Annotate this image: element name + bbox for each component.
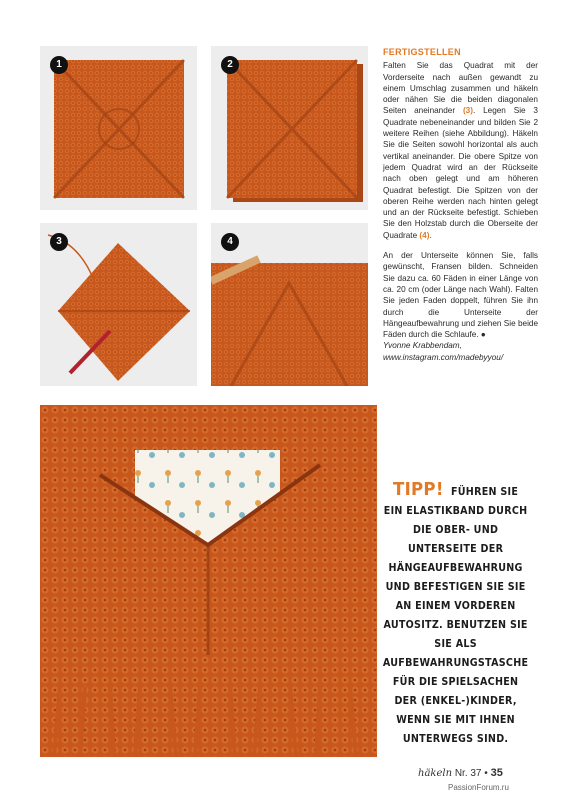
hanging-organizer-image: [40, 405, 377, 757]
author-url: www.instagram.com/madebyyou/: [383, 352, 504, 362]
step-photo-2: [211, 46, 368, 210]
page-footer: [418, 767, 503, 779]
step-number-badge: 4: [221, 233, 239, 251]
fringe-paragraph: [383, 250, 538, 363]
step-number-badge: 3: [50, 233, 68, 251]
tip-text: FÜHREN SIE EIN ELASTIKBAND DURCH DIE OBER- UND UNTERSEITE DER HÄNGEAUFBEWAHRUNG UND BEFESTIGEN SIE SIE AN EINEM VORDEREN AUTOSITZ. BENUTZEN SIE SIE ALS AUFBEWAHRUNGSTASCHE FÜR DIE SPIELSACHEN DER (ENKEL-)KINDER, WENN SIE MIT IHNEN UNTERWEGS SIND.: [382, 486, 529, 745]
step-number-badge: 1: [50, 56, 68, 74]
instructions-column: [383, 47, 538, 372]
tip-box: [382, 480, 529, 749]
figure-reference: (4): [419, 230, 430, 240]
page-number: 35: [490, 767, 503, 779]
watermark: PassionForum.ru: [448, 783, 509, 792]
step-photo-1: [40, 46, 197, 210]
figure-reference: (3): [462, 106, 473, 116]
footer-separator: •: [484, 768, 488, 779]
text-span: . Legen Sie 3 Quadrate nebeneinander und bilden Sie 2 weitere Reihen (siehe Abbildung). Häkeln Sie die Seiten sowohl horizontal als auch vertikal aneinander. Die obere Spitze von jedem Quadrat wird an der Rückseite nach oben gelegt und am höheren Quadrat befestigt. Die Spitzen von der oberen Reihe werden nach hinten gelegt und an der Rückseite befestigt. Schieben Sie den Holzstab durch die Oberseite der Quadrate: [383, 106, 538, 240]
text-span: .: [429, 230, 432, 240]
text-span: An der Unterseite können Sie, falls gewünscht, Fransen bilden. Schneiden Sie dazu ca. 60 Fäden in einer Länge von ca. 20 cm (oder Länge nach Wahl). Falten Sie jeden Faden doppelt, führen Sie ihn durch die Unterseite der Hängeaufbewahrung und ziehen Sie beide Fäden durch die Schlaufe. ●: [383, 251, 538, 340]
finished-organizer-photo: [40, 405, 377, 757]
author-credit: Yvonne Krabbendam,: [383, 341, 462, 351]
text-span: Falten Sie das Quadrat mit der Vorderseite nach außen gewandt zu einem Umschlag zusammen und häkeln oder nähen Sie die beiden diagonalen Seiten aneinander: [383, 61, 538, 116]
issue-number: Nr. 37: [454, 768, 482, 779]
section-heading: FERTIGSTELLEN: [383, 47, 461, 57]
step-number-badge: 2: [221, 56, 239, 74]
step-photo-3: [40, 223, 197, 386]
step-photo-4: [211, 223, 368, 386]
tip-label: TIPP!: [392, 479, 444, 500]
instructions-paragraph: [383, 60, 538, 241]
magazine-name: häkeln: [418, 768, 453, 779]
